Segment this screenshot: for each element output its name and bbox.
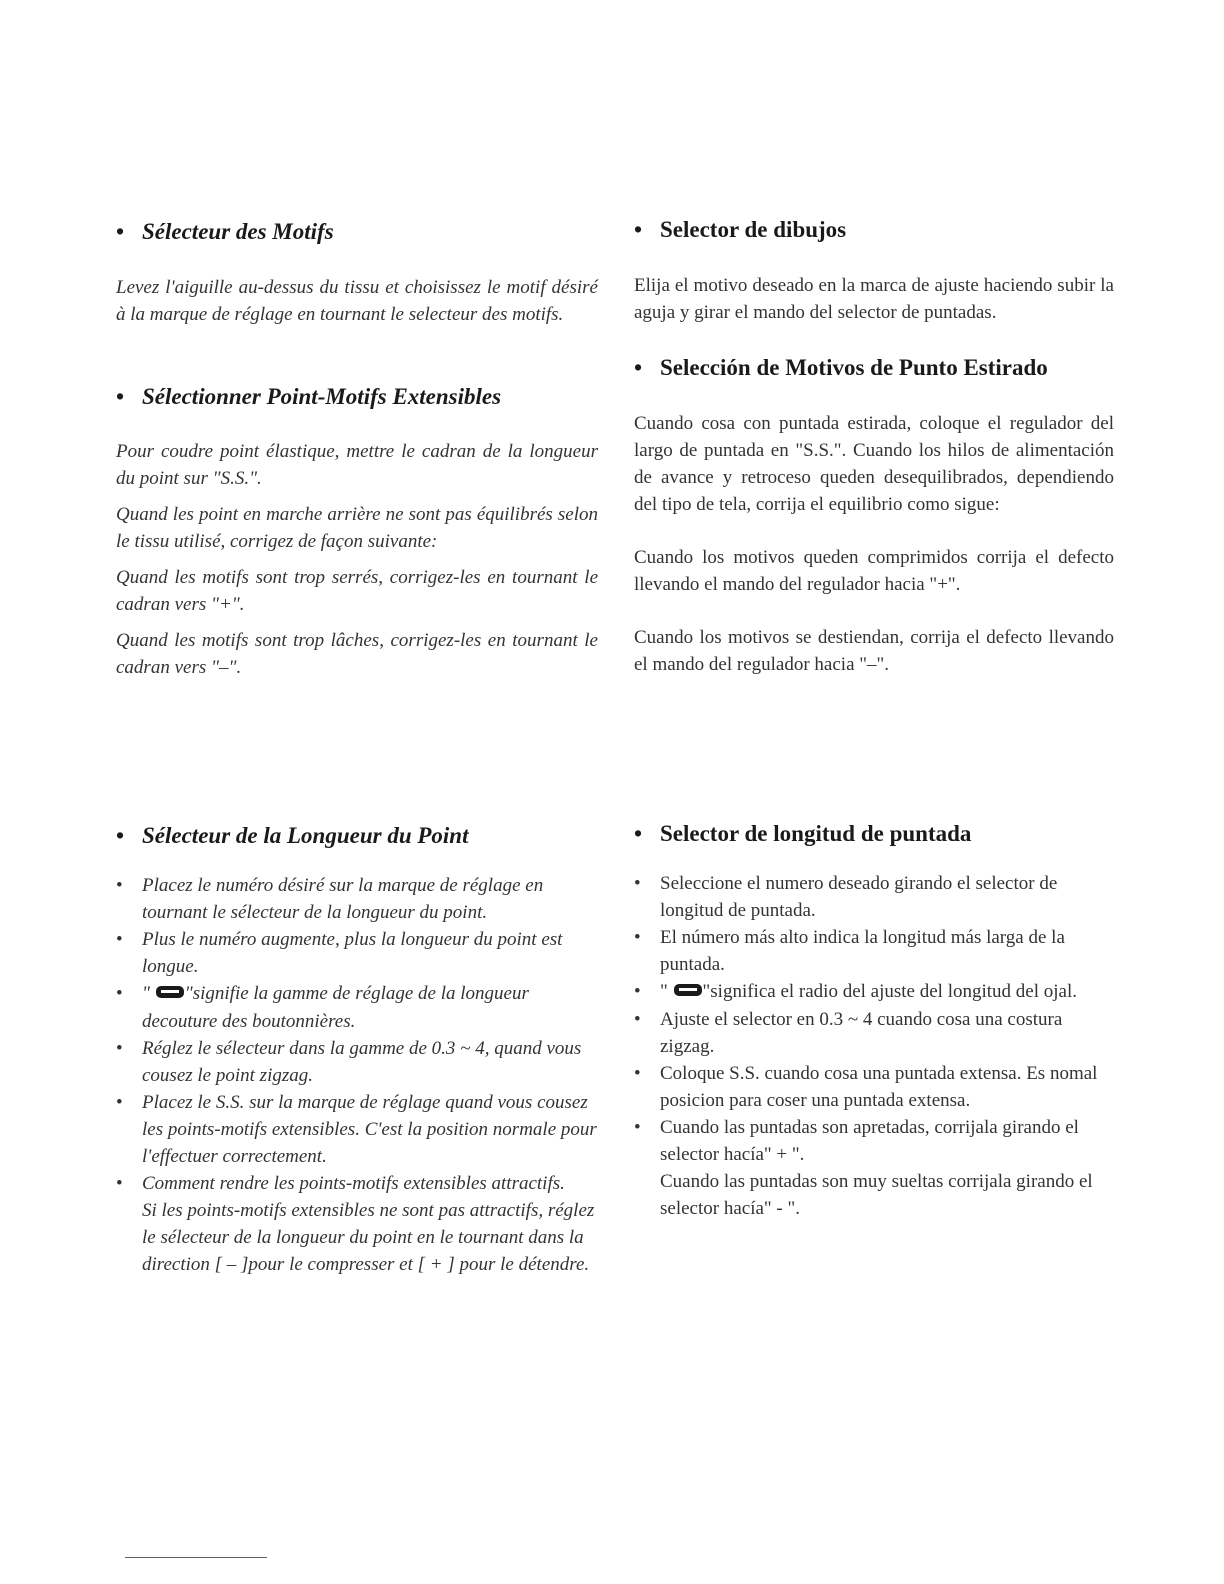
buttonhole-icon	[155, 981, 185, 1008]
es-section-stitch-length	[634, 820, 1114, 1222]
list-item	[116, 1089, 598, 1170]
fr-text-stretch-2: Quand les point en marche arrière ne sont pas équilibrés selon le tissu utilisé, corrigez de façon suivante:	[116, 504, 598, 552]
es-stitch-length-list	[634, 870, 1114, 1222]
es-heading-stitch-length: • Selector de longitud de puntada	[634, 820, 1114, 848]
fr-section-stretch-stitch	[116, 383, 598, 681]
fr-bullet-6-cont: Si les points-motifs extensibles ne sont pas attractifs, réglez le sélecteur de la longueur du point en le tournant dans la direction [ – ]pour le compresser et [ + ] pour le détendre.	[142, 1200, 595, 1276]
es-bullet-6: Cuando las puntadas son apretadas, corrijala girando el selector hacía" + ".	[660, 1117, 1079, 1166]
fr-heading-pattern-selector: • Sélecteur des Motifs	[116, 218, 598, 246]
list-item	[116, 1035, 598, 1089]
list-item	[634, 924, 1114, 978]
es-bullet-6-cont: Cuando las puntadas son muy sueltas corrijala girando el selector hacía" - ".	[660, 1171, 1093, 1220]
fr-heading-stretch-stitch: • Sélectionner Point-Motifs Extensibles	[116, 383, 598, 411]
buttonhole-icon	[673, 979, 703, 1006]
list-item	[116, 872, 598, 926]
es-section-stretch-stitch	[634, 354, 1114, 678]
buttonhole-icon-svg	[673, 982, 703, 998]
es-bullet-5: Coloque S.S. cuando cosa una puntada extensa. Es nomal posicion para coser una puntada extensa.	[660, 1063, 1098, 1112]
footer-rule	[125, 1557, 267, 1558]
es-text-stretch-3: Cuando los motivos se destiendan, corrija el defecto llevando el mando del regulador hacia "–".	[634, 627, 1114, 675]
es-bullet-1: Seleccione el numero deseado girando el selector de longitud de puntada.	[660, 873, 1058, 921]
list-item	[634, 1006, 1114, 1060]
fr-bullet-5: Placez le S.S. sur la marque de réglage quand vous cousez les points-motifs extensibles. C'est la position normale pour l'effectuer correctement.	[142, 1092, 597, 1168]
list-item	[634, 870, 1114, 924]
fr-text-pattern-selector: Levez l'aiguille au-dessus du tissu et choisissez le motif désiré à la marque de réglage en tournant le selecteur des motifs.	[116, 277, 598, 325]
fr-bullet-4: Réglez le sélecteur dans la gamme de 0.3 ~ 4, quand vous cousez le point zigzag.	[142, 1038, 582, 1087]
es-bullet-2: El número más alto indica la longitud más larga de la puntada.	[660, 927, 1065, 975]
es-bullet-3-rest: "significa el radio del ajuste del longitud del ojal.	[702, 981, 1077, 1002]
es-text-pattern-selector: Elija el motivo deseado en la marca de ajuste haciendo subir la aguja y girar el mando del selector de puntadas.	[634, 275, 1114, 323]
list-item	[116, 926, 598, 980]
fr-stitch-length-list	[116, 872, 598, 1278]
es-text-stretch-1: Cuando cosa con puntada estirada, coloque el regulador del largo de puntada en "S.S.". Cuando los hilos de alimentación de avance y retroceso queden desequilibrados, dependiendo del tipo de tela, corrija el equilibrio como sigue:	[634, 413, 1114, 515]
fr-text-stretch-3: Quand les motifs sont trop serrés, corrigez-les en tournant le cadran vers "+".	[116, 567, 598, 615]
es-text-stretch-2: Cuando los motivos queden comprimidos corrija el defecto llevando el mando del regulador hacia "+".	[634, 547, 1114, 595]
fr-bullet-6: Comment rendre les points-motifs extensibles attractifs.	[142, 1173, 565, 1195]
fr-text-stretch-4: Quand les motifs sont trop lâches, corrigez-les en tournant le cadran vers "–".	[116, 630, 598, 678]
list-item	[634, 978, 1114, 1006]
es-heading-pattern-selector: • Selector de dibujos	[634, 216, 1114, 244]
list-item	[634, 1060, 1114, 1114]
es-heading-stretch-stitch: • Selección de Motivos de Punto Estirado	[634, 354, 1114, 382]
fr-bullet-1: Placez le numéro désiré sur la marque de réglage en tournant le sélecteur de la longueur du point.	[142, 875, 544, 923]
fr-heading-stitch-length: • Sélecteur de la Longueur du Point	[116, 822, 598, 850]
list-item	[116, 980, 598, 1035]
fr-bullet-2: Plus le numéro augmente, plus la longueur du point est longue.	[142, 929, 563, 977]
fr-bullet-3-rest: "signifie la gamme de réglage de la longueur decouture des boutonnières.	[142, 983, 529, 1033]
es-section-pattern-selector	[634, 216, 1114, 326]
list-item	[116, 1170, 598, 1278]
es-bullet-4: Ajuste el selector en 0.3 ~ 4 cuando cosa una costura zigzag.	[660, 1009, 1063, 1058]
fr-section-pattern-selector	[116, 218, 598, 328]
fr-section-stitch-length	[116, 822, 598, 1278]
fr-bullet-3-open: "	[142, 983, 150, 1004]
es-bullet-3-open: "	[660, 981, 668, 1002]
list-item	[634, 1114, 1114, 1222]
buttonhole-icon-svg	[155, 984, 185, 1000]
fr-text-stretch-1: Pour coudre point élastique, mettre le cadran de la longueur du point sur "S.S.".	[116, 441, 598, 489]
